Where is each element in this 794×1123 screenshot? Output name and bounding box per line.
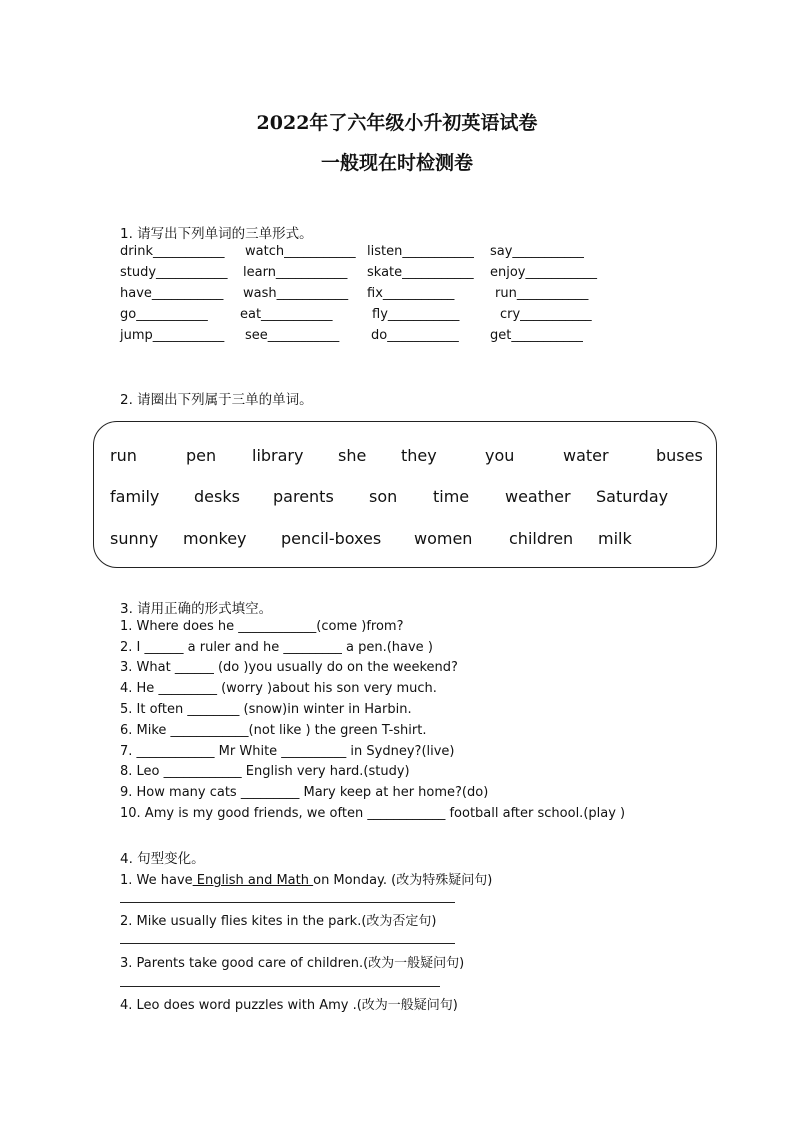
fill-item: 9. How many cats _________ Mary keep at her home?(do): [120, 785, 489, 800]
s1-word: have___________: [120, 286, 224, 301]
transform-item-1: [120, 869, 492, 888]
s1-word: say___________: [490, 244, 584, 259]
answer-line: [120, 986, 440, 987]
s1-word: learn___________: [243, 265, 348, 280]
box-word[interactable]: son: [369, 487, 398, 506]
box-word[interactable]: library: [252, 446, 304, 465]
answer-line: [120, 943, 455, 944]
fill-item: 5. It often ________ (snow)in winter in Harbin.: [120, 702, 412, 717]
box-word[interactable]: pencil-boxes: [281, 529, 382, 548]
section4-heading: 4. 句型变化。: [120, 851, 205, 867]
s1-word: cry___________: [500, 307, 592, 322]
s1-word: go___________: [120, 307, 208, 322]
transform-item-4: 4. Leo does word puzzles with Amy .(改为一般疑问句): [120, 998, 458, 1013]
s1-word: skate___________: [367, 265, 474, 280]
box-word[interactable]: time: [433, 487, 470, 506]
answer-line: [120, 902, 455, 903]
box-word[interactable]: desks: [194, 487, 240, 506]
section2-heading: 2. 请圈出下列属于三单的单词。: [120, 392, 313, 408]
box-word[interactable]: monkey: [183, 529, 247, 548]
title-line-1: 2022年了六年级小升初英语试卷: [256, 112, 538, 134]
box-word[interactable]: pen: [186, 446, 217, 465]
box-word[interactable]: sunny: [110, 529, 159, 548]
item1-underlined: English and Math: [192, 873, 314, 888]
s1-word: see___________: [245, 328, 340, 343]
s1-word: run___________: [495, 286, 589, 301]
fill-item: 10. Amy is my good friends, we often ____________ football after school.(play ): [120, 806, 626, 821]
fill-item: 4. He _________ (worry )about his son very much.: [120, 681, 437, 696]
s1-word: do___________: [371, 328, 459, 343]
box-word[interactable]: weather: [505, 487, 571, 506]
s1-word: fly___________: [372, 307, 460, 322]
fill-item: 7. ____________ Mr White __________ in Sydney?(live): [120, 744, 455, 759]
box-word[interactable]: run: [110, 446, 137, 465]
s1-word: drink___________: [120, 244, 225, 259]
box-word[interactable]: you: [485, 446, 515, 465]
s1-word: enjoy___________: [490, 265, 597, 280]
transform-item-3: 3. Parents take good care of children.(改为一般疑问句): [120, 956, 465, 971]
box-word[interactable]: water: [563, 446, 609, 465]
s1-word: fix___________: [367, 286, 455, 301]
fill-item: 3. What ______ (do )you usually do on the weekend?: [120, 660, 458, 675]
box-word[interactable]: she: [338, 446, 367, 465]
box-word[interactable]: Saturday: [596, 487, 669, 506]
box-word[interactable]: milk: [598, 529, 632, 548]
fill-item: 8. Leo ____________ English very hard.(study): [120, 764, 410, 779]
s1-word: wash___________: [243, 286, 349, 301]
section3-heading: 3. 请用正确的形式填空。: [120, 601, 273, 617]
box-word[interactable]: they: [401, 446, 437, 465]
s1-word: listen___________: [367, 244, 474, 259]
s1-word: study___________: [120, 265, 228, 280]
box-word[interactable]: children: [509, 529, 574, 548]
box-word[interactable]: women: [414, 529, 473, 548]
s1-word: eat___________: [240, 307, 333, 322]
box-word[interactable]: parents: [273, 487, 334, 506]
box-word[interactable]: family: [110, 487, 160, 506]
fill-item: 1. Where does he ____________(come )from?: [120, 619, 404, 634]
s1-word: jump___________: [120, 328, 225, 343]
item1-before: 1. We have: [120, 873, 193, 888]
title-line-2: 一般现在时检测卷: [320, 152, 473, 174]
section1-heading: 1. 请写出下列单词的三单形式。: [120, 226, 313, 242]
s1-word: get___________: [490, 328, 583, 343]
item1-after: on Monday. (改为特殊疑问句): [313, 873, 493, 888]
fill-item: 6. Mike ____________(not like ) the green T-shirt.: [120, 723, 427, 738]
box-word[interactable]: buses: [656, 446, 703, 465]
fill-item: 2. I ______ a ruler and he _________ a pen.(have ): [120, 640, 433, 655]
s1-word: watch___________: [245, 244, 356, 259]
transform-item-2: 2. Mike usually flies kites in the park.(改为否定句): [120, 914, 437, 929]
